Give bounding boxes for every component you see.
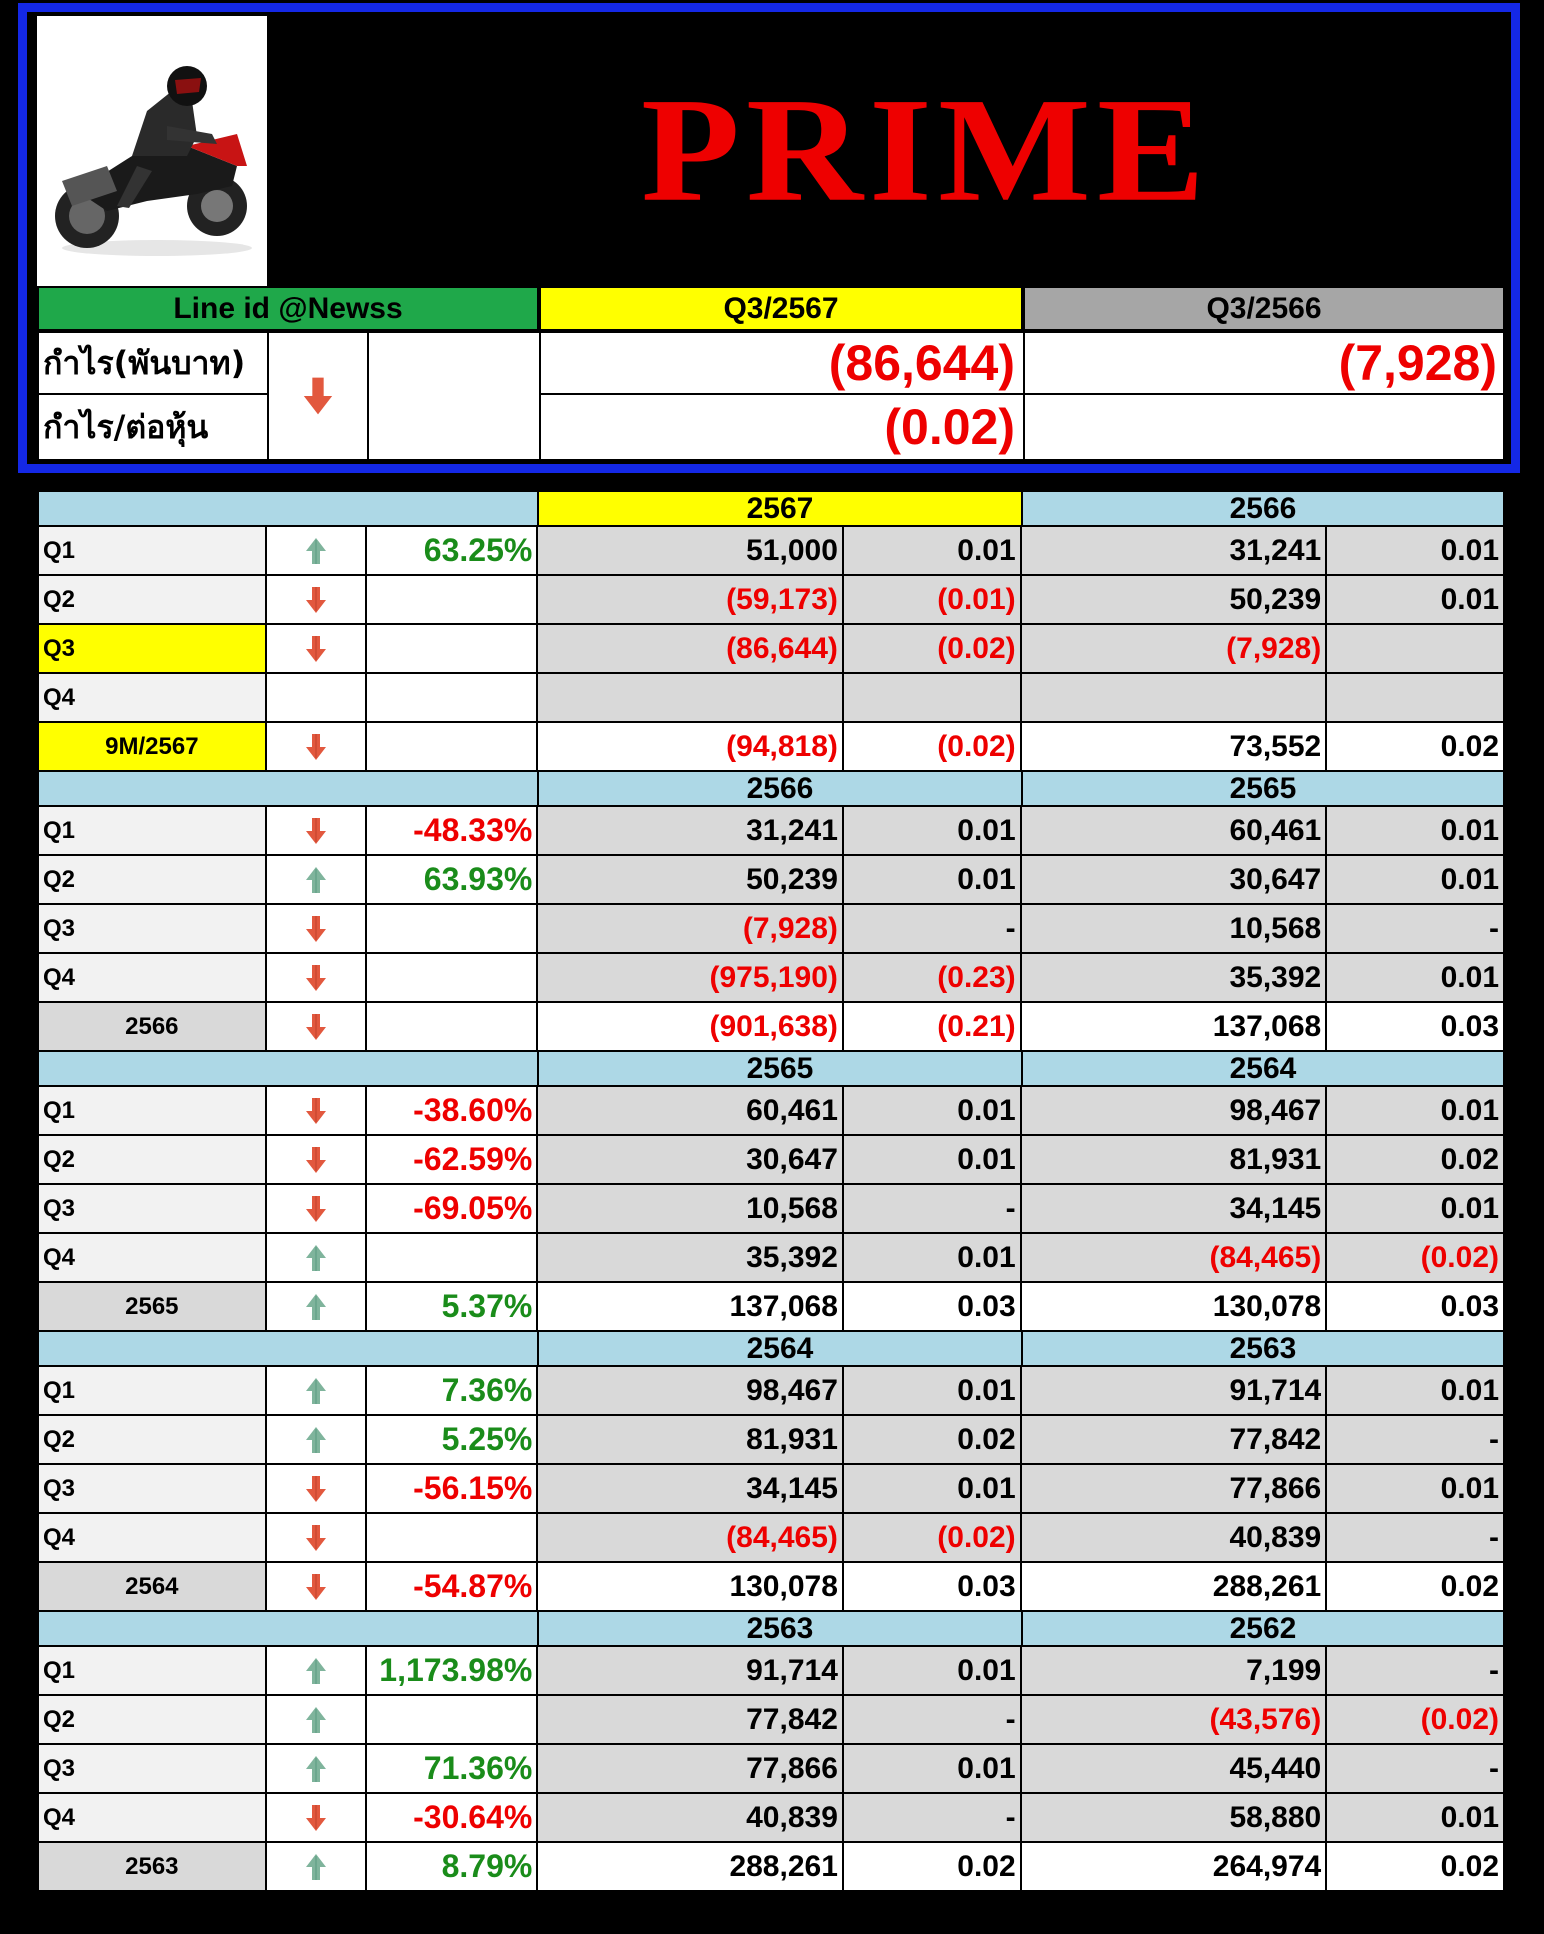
profit-value-b (1022, 674, 1328, 723)
year-header-row (37, 772, 1505, 807)
trend-down-icon (267, 576, 367, 625)
period-label: Q2 (37, 1696, 267, 1745)
profit-value-b: 98,467 (1022, 1087, 1328, 1136)
eps-current-value: (0.02) (884, 399, 1015, 455)
eps-value-a: (0.21) (844, 1003, 1022, 1052)
period-label: Q2 (37, 856, 267, 905)
total-row (37, 1003, 1505, 1052)
period-label: Q2 (37, 1136, 267, 1185)
eps-value-b (1327, 674, 1505, 723)
eps-value-b: - (1327, 1416, 1505, 1465)
eps-value-a: 0.01 (844, 1234, 1022, 1283)
year-header-b: 2562 (1023, 1612, 1505, 1647)
profit-value-a: 60,461 (538, 1087, 844, 1136)
profit-value-b: 40,839 (1022, 1514, 1328, 1563)
year-header-b: 2563 (1023, 1332, 1505, 1367)
trend-down-icon (267, 905, 367, 954)
growth-percent: 71.36% (367, 1745, 539, 1794)
profit-value-a: 77,842 (538, 1696, 844, 1745)
year-header-b: 2565 (1023, 772, 1505, 807)
profit-value-a: 40,839 (538, 1794, 844, 1843)
trend-down-icon (267, 723, 367, 772)
trend-up-icon (267, 1367, 367, 1416)
period-label: Q3 (37, 1465, 267, 1514)
growth-percent: -62.59% (367, 1136, 539, 1185)
eps-value-a: 0.01 (844, 1367, 1022, 1416)
year-header-blank (37, 492, 539, 527)
eps-value-b: 0.02 (1327, 1843, 1505, 1892)
growth-percent: 63.93% (367, 856, 539, 905)
eps-value-a: 0.02 (844, 1843, 1022, 1892)
period-label: 9M/2567 (37, 723, 267, 772)
year-header-blank (37, 1332, 539, 1367)
period-label: Q1 (37, 527, 267, 576)
eps-value-a: 0.01 (844, 807, 1022, 856)
profit-value-b: 81,931 (1022, 1136, 1328, 1185)
period-label: Q1 (37, 1087, 267, 1136)
eps-value-a: 0.01 (844, 1087, 1022, 1136)
profit-value-a: 91,714 (538, 1647, 844, 1696)
period-label: Q4 (37, 1794, 267, 1843)
eps-value-b: 0.02 (1327, 1563, 1505, 1612)
period-label: Q4 (37, 1514, 267, 1563)
eps-value-b: 0.01 (1327, 807, 1505, 856)
profit-value-a: 30,647 (538, 1136, 844, 1185)
eps-value-b: 0.01 (1327, 1087, 1505, 1136)
profit-label: กำไร(พันบาท) (43, 343, 246, 382)
growth-percent: 63.25% (367, 527, 539, 576)
trend-down-icon (267, 1794, 367, 1843)
profit-value-a: (86,644) (538, 625, 844, 674)
eps-value-a: - (844, 1794, 1022, 1843)
trend-down-icon (267, 1465, 367, 1514)
trend-down-icon (267, 1563, 367, 1612)
eps-value-b: (0.02) (1327, 1234, 1505, 1283)
period-label: Q3 (37, 1185, 267, 1234)
eps-value-a: (0.23) (844, 954, 1022, 1003)
table-row (37, 1647, 1505, 1696)
profit-value-b: 7,199 (1022, 1647, 1328, 1696)
eps-value-a: 0.01 (844, 1136, 1022, 1185)
year-header-row (37, 1612, 1505, 1647)
eps-value-b: 0.01 (1327, 1185, 1505, 1234)
year-header-b: 2564 (1023, 1052, 1505, 1087)
growth-percent: -54.87% (367, 1563, 539, 1612)
table-row (37, 625, 1505, 674)
total-row (37, 1283, 1505, 1332)
period-label: Q4 (37, 1234, 267, 1283)
line-id-header: Line id @Newss (37, 286, 539, 331)
profit-value-a: (59,173) (538, 576, 844, 625)
profit-value-b: 35,392 (1022, 954, 1328, 1003)
table-row (37, 576, 1505, 625)
period-label: 2563 (37, 1843, 267, 1892)
growth-percent: 7.36% (367, 1367, 539, 1416)
trend-down-icon (267, 1087, 367, 1136)
trend-up-icon (267, 1843, 367, 1892)
table-row (37, 1136, 1505, 1185)
profit-value-a: 98,467 (538, 1367, 844, 1416)
period-label: Q1 (37, 1647, 267, 1696)
table-row (37, 1234, 1505, 1283)
eps-value-b: 0.02 (1327, 723, 1505, 772)
eps-value-a: - (844, 1696, 1022, 1745)
profit-value-b: 130,078 (1022, 1283, 1328, 1332)
trend-up-icon (267, 1234, 367, 1283)
profit-value-b: 77,842 (1022, 1416, 1328, 1465)
profit-value-a: 50,239 (538, 856, 844, 905)
motorcycle-logo (37, 16, 267, 286)
trend-up-icon (267, 1745, 367, 1794)
growth-percent (367, 625, 539, 674)
eps-value-a: 0.03 (844, 1283, 1022, 1332)
growth-percent: -56.15% (367, 1465, 539, 1514)
year-header-blank (37, 1612, 539, 1647)
year-header-row (37, 492, 1505, 527)
eps-value-a: 0.01 (844, 1745, 1022, 1794)
trend-up-icon (267, 1696, 367, 1745)
growth-percent: -38.60% (367, 1087, 539, 1136)
profit-value-a: 34,145 (538, 1465, 844, 1514)
year-header-a: 2567 (539, 492, 1023, 527)
eps-value-b: (0.02) (1327, 1696, 1505, 1745)
year-header-blank (37, 772, 539, 807)
eps-value-a: 0.01 (844, 1647, 1022, 1696)
table-row (37, 1696, 1505, 1745)
eps-value-a: - (844, 1185, 1022, 1234)
table-row (37, 1514, 1505, 1563)
profit-value-a: 137,068 (538, 1283, 844, 1332)
total-row (37, 723, 1505, 772)
period-label: Q3 (37, 625, 267, 674)
eps-value-a (844, 674, 1022, 723)
growth-percent: -48.33% (367, 807, 539, 856)
eps-value-a: (0.01) (844, 576, 1022, 625)
profit-value-a: 81,931 (538, 1416, 844, 1465)
period-label: 2566 (37, 1003, 267, 1052)
eps-value-b: 0.01 (1327, 954, 1505, 1003)
eps-value-b: 0.01 (1327, 1794, 1505, 1843)
trend-down-icon (267, 807, 367, 856)
period-label: 2564 (37, 1563, 267, 1612)
profit-value-b: 50,239 (1022, 576, 1328, 625)
period-label: Q3 (37, 1745, 267, 1794)
total-row (37, 1843, 1505, 1892)
table-row (37, 905, 1505, 954)
eps-value-b: 0.03 (1327, 1003, 1505, 1052)
year-header-row (37, 1052, 1505, 1087)
profit-value-a: 31,241 (538, 807, 844, 856)
profit-value-a: 77,866 (538, 1745, 844, 1794)
profit-value-a: 51,000 (538, 527, 844, 576)
table-row (37, 954, 1505, 1003)
table-row (37, 527, 1505, 576)
eps-previous-value (1025, 395, 1505, 459)
eps-value-b: 0.02 (1327, 1136, 1505, 1185)
previous-quarter-header: Q3/2566 (1023, 286, 1505, 331)
trend-down-icon (267, 1003, 367, 1052)
eps-value-a: 0.01 (844, 1465, 1022, 1514)
growth-percent (367, 905, 539, 954)
profit-value-b: 31,241 (1022, 527, 1328, 576)
profit-value-a: 130,078 (538, 1563, 844, 1612)
eps-value-a: (0.02) (844, 625, 1022, 674)
profit-value-b: 58,880 (1022, 1794, 1328, 1843)
profit-value-a: (84,465) (538, 1514, 844, 1563)
period-label: Q4 (37, 674, 267, 723)
growth-percent (367, 723, 539, 772)
eps-value-a: 0.02 (844, 1416, 1022, 1465)
growth-percent (367, 576, 539, 625)
eps-label: กำไร/ต่อหุ้น (43, 407, 209, 446)
period-label: Q2 (37, 1416, 267, 1465)
profit-value-a: (901,638) (538, 1003, 844, 1052)
year-header-b: 2566 (1023, 492, 1505, 527)
profit-value-b: 77,866 (1022, 1465, 1328, 1514)
history-table (37, 492, 1505, 1892)
table-row (37, 1416, 1505, 1465)
profit-value-b: 73,552 (1022, 723, 1328, 772)
table-row (37, 1794, 1505, 1843)
profit-previous-value: (7,928) (1338, 335, 1497, 391)
trend-down-icon (267, 1136, 367, 1185)
profit-value-a: (975,190) (538, 954, 844, 1003)
profit-value-b: 34,145 (1022, 1185, 1328, 1234)
year-header-a: 2566 (539, 772, 1023, 807)
growth-percent: 1,173.98% (367, 1647, 539, 1696)
trend-down-icon (267, 625, 367, 674)
eps-value-b: 0.01 (1327, 527, 1505, 576)
profit-current-value: (86,644) (828, 335, 1015, 391)
current-quarter-header: Q3/2567 (539, 286, 1023, 331)
trend-up-icon (267, 1283, 367, 1332)
trend-down-icon (267, 1185, 367, 1234)
profit-value-b: 45,440 (1022, 1745, 1328, 1794)
year-header-row (37, 1332, 1505, 1367)
profit-value-a: (94,818) (538, 723, 844, 772)
year-header-a: 2564 (539, 1332, 1023, 1367)
trend-down-icon (267, 1514, 367, 1563)
page-title: PRIME (641, 68, 1211, 233)
growth-percent: -30.64% (367, 1794, 539, 1843)
period-label: 2565 (37, 1283, 267, 1332)
eps-value-b: - (1327, 1745, 1505, 1794)
profit-value-b: 288,261 (1022, 1563, 1328, 1612)
growth-percent (367, 1696, 539, 1745)
period-label: Q3 (37, 905, 267, 954)
title-banner (267, 16, 1505, 286)
profit-value-b: 30,647 (1022, 856, 1328, 905)
period-label: Q2 (37, 576, 267, 625)
profit-value-a: 35,392 (538, 1234, 844, 1283)
growth-percent: -69.05% (367, 1185, 539, 1234)
profit-value-b: (43,576) (1022, 1696, 1328, 1745)
eps-value-b: - (1327, 1647, 1505, 1696)
growth-percent (367, 1234, 539, 1283)
table-row (37, 856, 1505, 905)
trend-down-icon (269, 333, 367, 459)
growth-percent (367, 674, 539, 723)
year-header-a: 2565 (539, 1052, 1023, 1087)
trend-up-icon (267, 1416, 367, 1465)
growth-percent: 8.79% (367, 1843, 539, 1892)
year-header-blank (37, 1052, 539, 1087)
table-row (37, 1185, 1505, 1234)
eps-value-b: - (1327, 905, 1505, 954)
eps-value-b: 0.01 (1327, 856, 1505, 905)
table-row (37, 1367, 1505, 1416)
period-label: Q1 (37, 807, 267, 856)
eps-value-b: 0.01 (1327, 576, 1505, 625)
growth-percent (367, 1003, 539, 1052)
table-row (37, 674, 1505, 723)
eps-value-b: - (1327, 1514, 1505, 1563)
growth-percent (367, 1514, 539, 1563)
profit-value-b: 10,568 (1022, 905, 1328, 954)
eps-value-a: 0.03 (844, 1563, 1022, 1612)
trend-empty (267, 674, 367, 723)
trend-up-icon (267, 527, 367, 576)
eps-value-a: (0.02) (844, 1514, 1022, 1563)
profit-value-b: 137,068 (1022, 1003, 1328, 1052)
eps-value-a: 0.01 (844, 527, 1022, 576)
profit-value-a: 288,261 (538, 1843, 844, 1892)
growth-percent: 5.37% (367, 1283, 539, 1332)
eps-value-b (1327, 625, 1505, 674)
profit-value-b: 60,461 (1022, 807, 1328, 856)
table-row (37, 1745, 1505, 1794)
profit-value-b: (7,928) (1022, 625, 1328, 674)
profit-value-b: 264,974 (1022, 1843, 1328, 1892)
total-row (37, 1563, 1505, 1612)
profit-value-a (538, 674, 844, 723)
eps-value-a: - (844, 905, 1022, 954)
eps-value-b: 0.03 (1327, 1283, 1505, 1332)
eps-value-a: 0.01 (844, 856, 1022, 905)
eps-value-b: 0.01 (1327, 1367, 1505, 1416)
year-header-a: 2563 (539, 1612, 1023, 1647)
eps-value-b: 0.01 (1327, 1465, 1505, 1514)
eps-value-a: (0.02) (844, 723, 1022, 772)
growth-percent (367, 954, 539, 1003)
profit-value-a: 10,568 (538, 1185, 844, 1234)
trend-down-icon (267, 954, 367, 1003)
profit-value-a: (7,928) (538, 905, 844, 954)
table-row (37, 1465, 1505, 1514)
period-label: Q4 (37, 954, 267, 1003)
table-row (37, 807, 1505, 856)
growth-percent: 5.25% (367, 1416, 539, 1465)
trend-up-icon (267, 856, 367, 905)
period-label: Q1 (37, 1367, 267, 1416)
trend-up-icon (267, 1647, 367, 1696)
profit-value-b: 91,714 (1022, 1367, 1328, 1416)
table-row (37, 1087, 1505, 1136)
profit-value-b: (84,465) (1022, 1234, 1328, 1283)
